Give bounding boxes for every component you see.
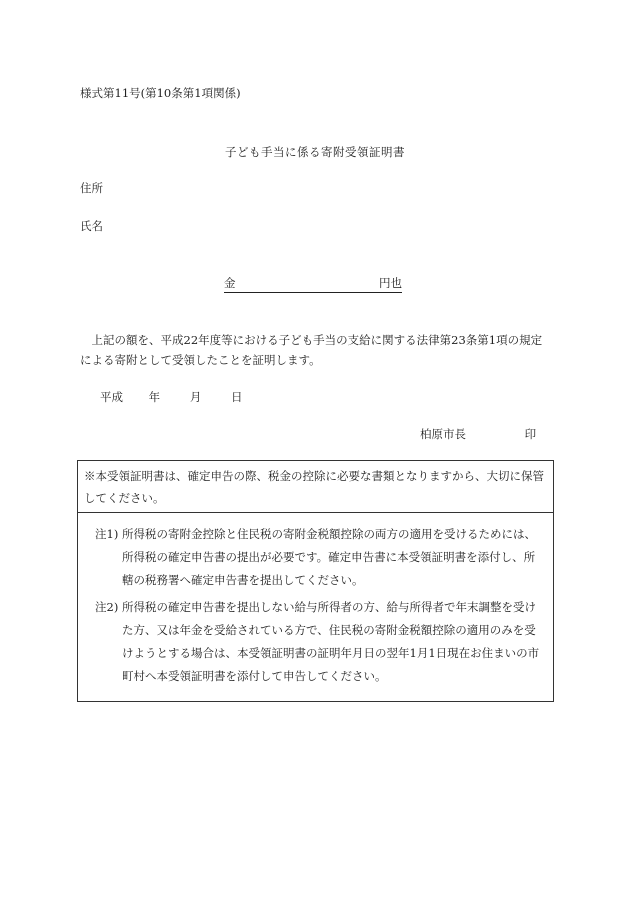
note-label: 注2) <box>95 600 119 614</box>
note-text: 所得税の確定申告書を提出しない給与所得者の方、給与所得者で年末調整を受けた方、又は年金を受給されている方で、住民税の寄附金税額控除の適用のみを受けようとする場合は、本受領証明書の証明年月日の翌年1月1日現在お住まいの市町村へ本受領証明書を添付して申告してください。 <box>122 600 540 683</box>
note-label: 注1) <box>95 527 119 541</box>
date-era: 平成 <box>100 390 123 404</box>
address-label: 住所 <box>80 181 103 195</box>
notice-box <box>77 460 554 702</box>
amount-prefix: 金 <box>224 276 236 290</box>
date-month: 月 <box>189 390 202 404</box>
note-text: 所得税の寄附金控除と住民税の寄附金税額控除の両方の適用を受けるためには、所得税の確定申告書の提出が必要です。確定申告書に本受領証明書を添付し、所轄の税務署へ確定申告書を提出してください。 <box>122 527 536 587</box>
document-title: 子ども手当に係る寄附受領証明書 <box>225 145 405 159</box>
certification-text: 上記の額を、平成22年度等における子ども手当の支給に関する法律第23条第1項の規定による寄附として受領したことを証明します。 <box>80 333 543 367</box>
notice-divider <box>78 512 553 513</box>
issuer-line <box>420 426 536 442</box>
date-line <box>100 389 242 405</box>
amount-suffix: 円也 <box>379 276 402 290</box>
form-number: 様式第11号(第10条第1項関係) <box>80 86 241 100</box>
name-label: 氏名 <box>80 219 103 233</box>
date-year: 年 <box>148 390 161 404</box>
issuer-title: 柏原市長 <box>420 427 466 441</box>
important-notice: ※本受領証明書は、確定申告の際、税金の控除に必要な書類となりますから、大切に保管してください。 <box>84 469 544 505</box>
date-day: 日 <box>230 390 243 404</box>
seal-mark: 印 <box>524 427 537 441</box>
amount-line <box>224 275 402 293</box>
